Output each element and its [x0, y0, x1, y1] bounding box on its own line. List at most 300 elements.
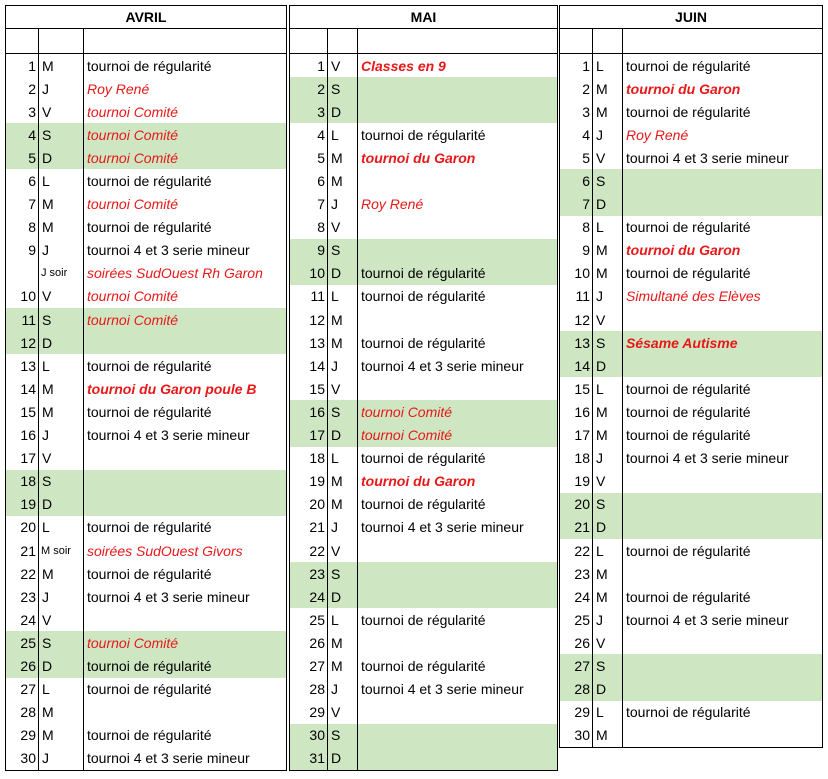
event-cell: tournoi du Garon poule B	[84, 377, 287, 400]
day-of-week: J	[328, 516, 358, 539]
event-cell: tournoi Comité	[84, 123, 287, 146]
day-of-week: L	[328, 123, 358, 146]
month-header: JUIN	[560, 6, 823, 29]
day-number: 4	[290, 123, 328, 146]
day-number: 31	[290, 747, 328, 771]
day-row	[6, 77, 287, 100]
day-number: 1	[6, 54, 39, 78]
day-number: 23	[560, 562, 593, 585]
day-row	[6, 539, 287, 562]
event-cell: tournoi Comité	[358, 400, 558, 423]
event-cell	[84, 701, 287, 724]
day-of-week: M	[593, 239, 623, 262]
event-cell: tournoi 4 et 3 serie mineur	[358, 516, 558, 539]
day-of-week: V	[593, 146, 623, 169]
day-row	[290, 216, 558, 239]
day-row	[6, 285, 287, 308]
day-number: 17	[290, 424, 328, 447]
event-cell	[358, 77, 558, 100]
day-of-week: D	[593, 354, 623, 377]
day-of-week: M	[39, 562, 84, 585]
event-cell: Roy René	[623, 123, 823, 146]
day-of-week: M	[328, 169, 358, 192]
blank-cell	[358, 29, 558, 54]
day-row	[560, 585, 823, 608]
day-number: 14	[560, 354, 593, 377]
day-row	[560, 493, 823, 516]
day-row	[6, 100, 287, 123]
month-table-avril	[5, 5, 287, 771]
day-number: 5	[560, 146, 593, 169]
day-of-week: V	[593, 470, 623, 493]
day-of-week: D	[328, 100, 358, 123]
day-number: 21	[290, 516, 328, 539]
event-cell: soirées SudOuest Rh Garon	[84, 262, 287, 285]
day-number: 22	[6, 562, 39, 585]
day-row	[290, 470, 558, 493]
day-row	[560, 424, 823, 447]
day-of-week: J	[593, 285, 623, 308]
day-row	[6, 516, 287, 539]
day-of-week: L	[328, 608, 358, 631]
day-row	[6, 354, 287, 377]
day-row	[290, 169, 558, 192]
day-row	[290, 239, 558, 262]
event-cell: tournoi de régularité	[358, 285, 558, 308]
day-row	[560, 470, 823, 493]
day-of-week: J	[39, 77, 84, 100]
day-row	[6, 54, 287, 78]
day-number: 7	[290, 193, 328, 216]
day-row	[290, 354, 558, 377]
day-number: 20	[560, 493, 593, 516]
event-cell	[623, 169, 823, 192]
day-number: 20	[290, 493, 328, 516]
day-row	[560, 631, 823, 654]
day-row	[290, 608, 558, 631]
day-number: 8	[290, 216, 328, 239]
day-number: 29	[560, 701, 593, 724]
day-number: 13	[560, 331, 593, 354]
day-row	[6, 331, 287, 354]
day-number: 9	[290, 239, 328, 262]
day-of-week: S	[39, 631, 84, 654]
event-cell: tournoi de régularité	[358, 447, 558, 470]
day-row	[290, 285, 558, 308]
event-cell: tournoi 4 et 3 serie mineur	[623, 146, 823, 169]
calendar-table	[5, 5, 287, 771]
day-number: 16	[560, 400, 593, 423]
event-cell	[84, 470, 287, 493]
day-of-week: J	[39, 747, 84, 771]
day-row	[6, 308, 287, 331]
event-cell: tournoi 4 et 3 serie mineur	[358, 354, 558, 377]
event-cell	[623, 470, 823, 493]
blank-cell	[39, 29, 84, 54]
event-cell	[358, 216, 558, 239]
day-of-week: S	[328, 400, 358, 423]
calendar-table	[289, 5, 558, 771]
day-number: 17	[6, 447, 39, 470]
day-row	[290, 146, 558, 169]
day-row	[290, 678, 558, 701]
event-cell	[623, 354, 823, 377]
day-row	[290, 100, 558, 123]
event-cell: tournoi Comité	[84, 193, 287, 216]
day-of-week: M	[39, 724, 84, 747]
event-cell: tournoi de régularité	[358, 123, 558, 146]
day-of-week: D	[593, 678, 623, 701]
event-cell: soirées SudOuest Givors	[84, 539, 287, 562]
day-of-week: L	[593, 216, 623, 239]
day-number: 2	[6, 77, 39, 100]
event-cell	[358, 724, 558, 747]
day-row	[560, 193, 823, 216]
day-number: 15	[560, 377, 593, 400]
day-row	[6, 239, 287, 262]
day-number: 14	[6, 377, 39, 400]
day-row	[6, 424, 287, 447]
day-row	[290, 631, 558, 654]
day-row	[560, 608, 823, 631]
day-of-week: D	[39, 654, 84, 677]
day-number: 13	[290, 331, 328, 354]
day-of-week: J	[328, 678, 358, 701]
event-cell	[358, 747, 558, 771]
day-number: 8	[560, 216, 593, 239]
day-row	[560, 562, 823, 585]
day-number: 22	[290, 539, 328, 562]
day-of-week: M	[328, 493, 358, 516]
event-cell: tournoi de régularité	[623, 216, 823, 239]
day-number: 18	[560, 447, 593, 470]
event-cell: tournoi de régularité	[358, 654, 558, 677]
event-cell	[358, 539, 558, 562]
event-cell: tournoi 4 et 3 serie mineur	[623, 608, 823, 631]
day-of-week: M	[593, 400, 623, 423]
day-number: 10	[560, 262, 593, 285]
day-number: 25	[560, 608, 593, 631]
event-cell: tournoi Comité	[358, 424, 558, 447]
event-cell: tournoi de régularité	[623, 424, 823, 447]
day-row	[560, 262, 823, 285]
day-row	[560, 123, 823, 146]
day-of-week: L	[328, 447, 358, 470]
day-of-week: S	[593, 169, 623, 192]
day-number: 12	[560, 308, 593, 331]
event-cell	[358, 585, 558, 608]
day-number: 27	[560, 654, 593, 677]
day-of-week: D	[328, 585, 358, 608]
day-row	[560, 678, 823, 701]
day-number: 12	[290, 308, 328, 331]
day-row	[6, 470, 287, 493]
event-cell	[358, 631, 558, 654]
day-row	[6, 169, 287, 192]
event-cell	[623, 678, 823, 701]
day-row	[6, 216, 287, 239]
event-cell: tournoi de régularité	[84, 354, 287, 377]
day-row	[290, 193, 558, 216]
event-cell: tournoi de régularité	[84, 169, 287, 192]
day-row	[290, 262, 558, 285]
event-cell	[623, 631, 823, 654]
day-of-week: V	[39, 285, 84, 308]
day-row	[6, 193, 287, 216]
blank-cell	[328, 29, 358, 54]
day-number: 6	[560, 169, 593, 192]
day-of-week: J	[39, 585, 84, 608]
day-of-week: D	[593, 516, 623, 539]
event-cell: tournoi Comité	[84, 308, 287, 331]
day-number: 5	[6, 146, 39, 169]
event-cell: tournoi de régularité	[623, 585, 823, 608]
day-row	[560, 377, 823, 400]
day-row	[560, 701, 823, 724]
day-of-week: J	[593, 123, 623, 146]
event-cell: tournoi de régularité	[623, 539, 823, 562]
day-number: 20	[6, 516, 39, 539]
day-of-week: M	[328, 146, 358, 169]
event-cell: tournoi de régularité	[84, 216, 287, 239]
event-cell: tournoi Comité	[84, 146, 287, 169]
day-number: 11	[560, 285, 593, 308]
day-number: 12	[6, 331, 39, 354]
day-number: 24	[6, 608, 39, 631]
event-cell	[358, 562, 558, 585]
day-of-week: L	[39, 516, 84, 539]
day-number: 13	[6, 354, 39, 377]
day-row	[560, 169, 823, 192]
event-cell: tournoi de régularité	[84, 562, 287, 585]
month-table-juin	[559, 5, 823, 748]
day-number: 9	[6, 239, 39, 262]
day-row	[290, 654, 558, 677]
day-number: 21	[560, 516, 593, 539]
day-of-week: V	[39, 100, 84, 123]
day-row	[290, 377, 558, 400]
day-number: 17	[560, 424, 593, 447]
day-of-week: M	[328, 331, 358, 354]
event-cell: tournoi 4 et 3 serie mineur	[84, 585, 287, 608]
day-number: 1	[290, 54, 328, 78]
blank-cell	[290, 29, 328, 54]
event-cell	[84, 608, 287, 631]
day-number: 6	[290, 169, 328, 192]
day-of-week: S	[328, 724, 358, 747]
day-of-week: J	[593, 447, 623, 470]
day-number: 2	[290, 77, 328, 100]
day-of-week: L	[328, 285, 358, 308]
day-number: 7	[6, 193, 39, 216]
day-number: 15	[6, 400, 39, 423]
day-of-week: S	[328, 562, 358, 585]
day-row	[290, 77, 558, 100]
day-number: 16	[6, 424, 39, 447]
event-cell	[623, 562, 823, 585]
day-of-week: S	[328, 77, 358, 100]
day-row	[560, 400, 823, 423]
day-row	[290, 585, 558, 608]
day-row	[290, 54, 558, 78]
day-row	[290, 308, 558, 331]
day-number: 5	[290, 146, 328, 169]
event-cell	[358, 308, 558, 331]
event-cell	[358, 169, 558, 192]
day-number: 28	[6, 701, 39, 724]
day-number: 15	[290, 377, 328, 400]
day-row	[6, 747, 287, 771]
event-cell	[358, 377, 558, 400]
event-cell: tournoi Comité	[84, 100, 287, 123]
day-of-week: J	[39, 239, 84, 262]
day-number: 11	[290, 285, 328, 308]
day-number: 25	[6, 631, 39, 654]
day-number: 26	[290, 631, 328, 654]
event-cell	[623, 493, 823, 516]
event-cell: tournoi de régularité	[358, 493, 558, 516]
day-number: 23	[6, 585, 39, 608]
event-cell: tournoi Comité	[84, 631, 287, 654]
day-number: 25	[290, 608, 328, 631]
day-row	[6, 377, 287, 400]
day-of-week: V	[593, 308, 623, 331]
day-row	[290, 516, 558, 539]
day-row	[560, 216, 823, 239]
day-number: 29	[6, 724, 39, 747]
day-number: 26	[560, 631, 593, 654]
day-number: 19	[290, 470, 328, 493]
day-number: 26	[6, 654, 39, 677]
day-of-week: D	[328, 747, 358, 771]
day-row	[6, 493, 287, 516]
event-cell: tournoi de régularité	[84, 724, 287, 747]
event-cell: tournoi de régularité	[623, 262, 823, 285]
day-of-week: L	[39, 354, 84, 377]
event-cell: Roy René	[84, 77, 287, 100]
day-row	[560, 285, 823, 308]
day-row	[290, 724, 558, 747]
month-header: MAI	[290, 6, 558, 29]
day-of-week: M	[328, 308, 358, 331]
day-of-week: V	[593, 631, 623, 654]
day-row	[290, 424, 558, 447]
day-of-week: D	[593, 193, 623, 216]
day-row	[560, 54, 823, 78]
day-of-week: M	[39, 400, 84, 423]
event-cell: tournoi Comité	[84, 285, 287, 308]
day-row	[560, 654, 823, 677]
day-row	[560, 724, 823, 748]
day-number: 27	[6, 678, 39, 701]
day-row	[560, 308, 823, 331]
event-cell: Classes en 9	[358, 54, 558, 78]
month-table-mai	[289, 5, 558, 771]
day-row	[6, 585, 287, 608]
event-cell: tournoi du Garon	[623, 77, 823, 100]
blank-cell	[623, 29, 823, 54]
day-number: 24	[290, 585, 328, 608]
day-of-week: S	[328, 239, 358, 262]
day-of-week: D	[39, 493, 84, 516]
event-cell: tournoi de régularité	[84, 678, 287, 701]
event-cell: tournoi de régularité	[623, 54, 823, 78]
day-of-week: V	[39, 447, 84, 470]
day-row	[6, 701, 287, 724]
day-row	[290, 562, 558, 585]
day-number: 18	[290, 447, 328, 470]
day-number: 8	[6, 216, 39, 239]
event-cell	[358, 239, 558, 262]
day-of-week: S	[39, 123, 84, 146]
day-number: 14	[290, 354, 328, 377]
day-of-week: M	[593, 77, 623, 100]
day-of-week: M soir	[39, 539, 84, 562]
day-number: 19	[560, 470, 593, 493]
blank-cell	[84, 29, 287, 54]
event-cell	[623, 724, 823, 748]
day-of-week: S	[593, 493, 623, 516]
day-number: 3	[560, 100, 593, 123]
day-of-week: S	[593, 654, 623, 677]
day-of-week: M	[328, 654, 358, 677]
day-number: 4	[6, 123, 39, 146]
day-number: 30	[290, 724, 328, 747]
event-cell: tournoi de régularité	[623, 100, 823, 123]
day-number: 10	[290, 262, 328, 285]
event-cell: tournoi 4 et 3 serie mineur	[358, 678, 558, 701]
event-cell: tournoi du Garon	[623, 239, 823, 262]
day-of-week: M	[593, 585, 623, 608]
event-cell	[623, 308, 823, 331]
day-row	[6, 631, 287, 654]
day-number: 6	[6, 169, 39, 192]
blank-cell	[560, 29, 593, 54]
day-row	[290, 400, 558, 423]
blank-cell	[593, 29, 623, 54]
event-cell: Simultané des Elèves	[623, 285, 823, 308]
event-cell: tournoi du Garon	[358, 470, 558, 493]
event-cell	[84, 331, 287, 354]
day-row	[560, 100, 823, 123]
day-number: 19	[6, 493, 39, 516]
event-cell: tournoi de régularité	[84, 54, 287, 78]
event-cell: Roy René	[358, 193, 558, 216]
day-of-week: D	[328, 424, 358, 447]
day-of-week: L	[593, 377, 623, 400]
day-row	[290, 493, 558, 516]
event-cell	[84, 493, 287, 516]
event-cell: tournoi de régularité	[623, 400, 823, 423]
day-row	[6, 654, 287, 677]
event-cell	[623, 654, 823, 677]
calendar-table	[559, 5, 823, 748]
day-of-week: L	[39, 169, 84, 192]
day-number: 27	[290, 654, 328, 677]
day-row	[290, 701, 558, 724]
month-header: AVRIL	[6, 6, 287, 29]
event-cell: tournoi de régularité	[84, 400, 287, 423]
day-number: 2	[560, 77, 593, 100]
day-number: 29	[290, 701, 328, 724]
day-of-week: V	[328, 539, 358, 562]
day-row	[6, 123, 287, 146]
event-cell	[623, 193, 823, 216]
event-cell: tournoi de régularité	[623, 701, 823, 724]
day-row	[560, 146, 823, 169]
day-number: 4	[560, 123, 593, 146]
day-number: 3	[290, 100, 328, 123]
